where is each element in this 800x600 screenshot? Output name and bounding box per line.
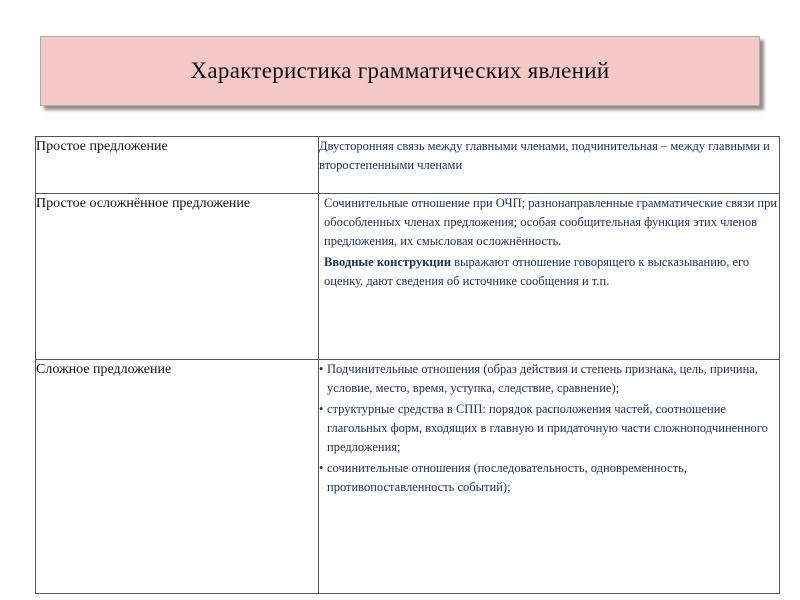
table-row [36,194,780,360]
bold-term: Вводные конструкции [324,255,452,269]
bullet-list [319,360,779,497]
introductory-constructions-text [319,253,779,291]
row-label: Сложное предложение [36,360,319,594]
description-continuation: выражают отношение говорящего к высказыванию, его оценку, дают сведения об источнике сообщения и т.п. [324,255,750,288]
bullet-item: • Подчинительные отношения (образ действия и степень признака, цель, причина, условие, место, время, уступка, следствие, сравнение); [319,360,779,398]
grammar-table [35,136,780,594]
row-description [319,194,780,360]
bullet-item: • структурные средства в СПП: порядок расположения частей, соотношение глагольных форм, входящих в главную и придаточную части сложноподчиненного предложения; [319,400,779,457]
description-text: Сочинительные отношение при ОЧП; разнонаправленные грамматические связи при обособленных членах предложения; особая сообщительная функция этих членов предложения, их смысловая осложнённость. [324,196,778,248]
row-label: Простое предложение [36,137,319,194]
row-description [319,137,780,194]
description-text: Двусторонняя связь между главными членами, подчинительная – между главными и второстепенными членами [319,139,770,172]
table-row [36,137,780,194]
row-label: Простое осложнённое предложение [36,194,319,360]
slide-title: Характеристика грамматических явлений [40,36,760,106]
table-row [36,360,780,594]
row-description [319,360,780,594]
bullet-item: • сочинительные отношения (последовательность, одновременность, противопоставленность событий); [319,459,779,497]
